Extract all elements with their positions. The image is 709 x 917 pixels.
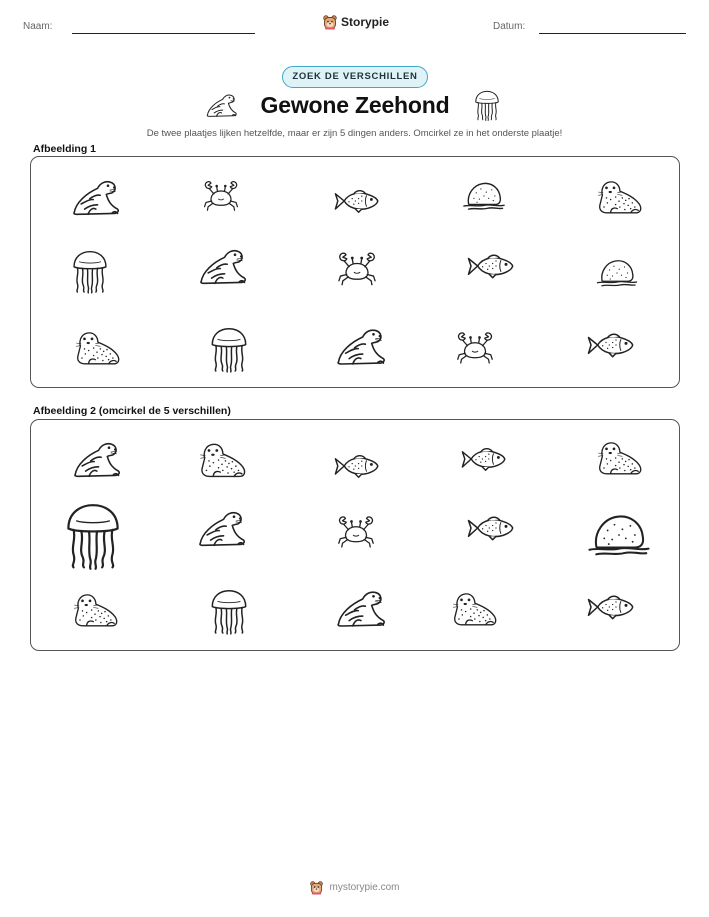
- rock-icon: [596, 256, 638, 290]
- spotted-seal-icon: [594, 177, 644, 217]
- date-line[interactable]: [539, 33, 686, 34]
- brand-name: Storypie: [341, 15, 390, 29]
- fish-icon: [333, 452, 381, 480]
- spotted-seal-icon[interactable]: [196, 439, 248, 481]
- fish-icon[interactable]: [460, 445, 508, 473]
- seal-icon: [69, 176, 121, 218]
- picture2-label: Afbeelding 2 (omcirkel de 5 verschillen): [33, 405, 231, 417]
- rock-large-icon[interactable]: [586, 510, 652, 560]
- brand-logo: [322, 14, 389, 30]
- seal-icon: [70, 438, 122, 480]
- name-label: Naam:: [23, 21, 53, 32]
- spotted-seal-icon: [72, 328, 122, 368]
- fish-icon: [466, 251, 516, 281]
- footer-website[interactable]: mystorypie.com: [329, 882, 400, 893]
- jellyfish-large-icon[interactable]: [60, 500, 126, 570]
- fish-icon: [466, 513, 516, 543]
- seal-icon: [196, 245, 248, 287]
- bear-mascot-icon: [309, 880, 324, 895]
- spotted-seal-icon: [594, 438, 644, 478]
- footer: [0, 880, 709, 895]
- fish-icon: [586, 592, 636, 622]
- crab-icon: [335, 513, 377, 551]
- crab-icon: [454, 329, 496, 367]
- fish-icon: [586, 330, 636, 360]
- crab-icon: [201, 178, 241, 214]
- fish-icon: [333, 187, 381, 215]
- seal-icon: [333, 586, 387, 630]
- date-label: Datum:: [493, 21, 526, 32]
- bear-mascot-icon: [322, 14, 338, 30]
- picture1-label: Afbeelding 1: [33, 143, 97, 155]
- spotted-seal-icon[interactable]: [449, 589, 499, 629]
- page-title: Gewone Zeehond: [260, 92, 450, 118]
- jellyfish-icon: [69, 247, 111, 295]
- seal-icon: [195, 507, 247, 549]
- rock-icon: [462, 179, 506, 213]
- activity-badge: ZOEK DE VERSCHILLEN: [282, 66, 428, 88]
- crab-icon: [335, 249, 379, 289]
- instructions: De twee plaatjes lijken hetzelfde, maar er zijn 5 dingen anders. Omcirkel ze in het onderste plaatje!: [146, 128, 563, 139]
- jellyfish-icon: [472, 89, 502, 121]
- name-line[interactable]: [72, 33, 255, 34]
- spotted-seal-icon: [70, 590, 120, 630]
- seal-icon: [333, 324, 387, 368]
- jellyfish-icon: [207, 586, 251, 636]
- jellyfish-icon: [207, 324, 251, 374]
